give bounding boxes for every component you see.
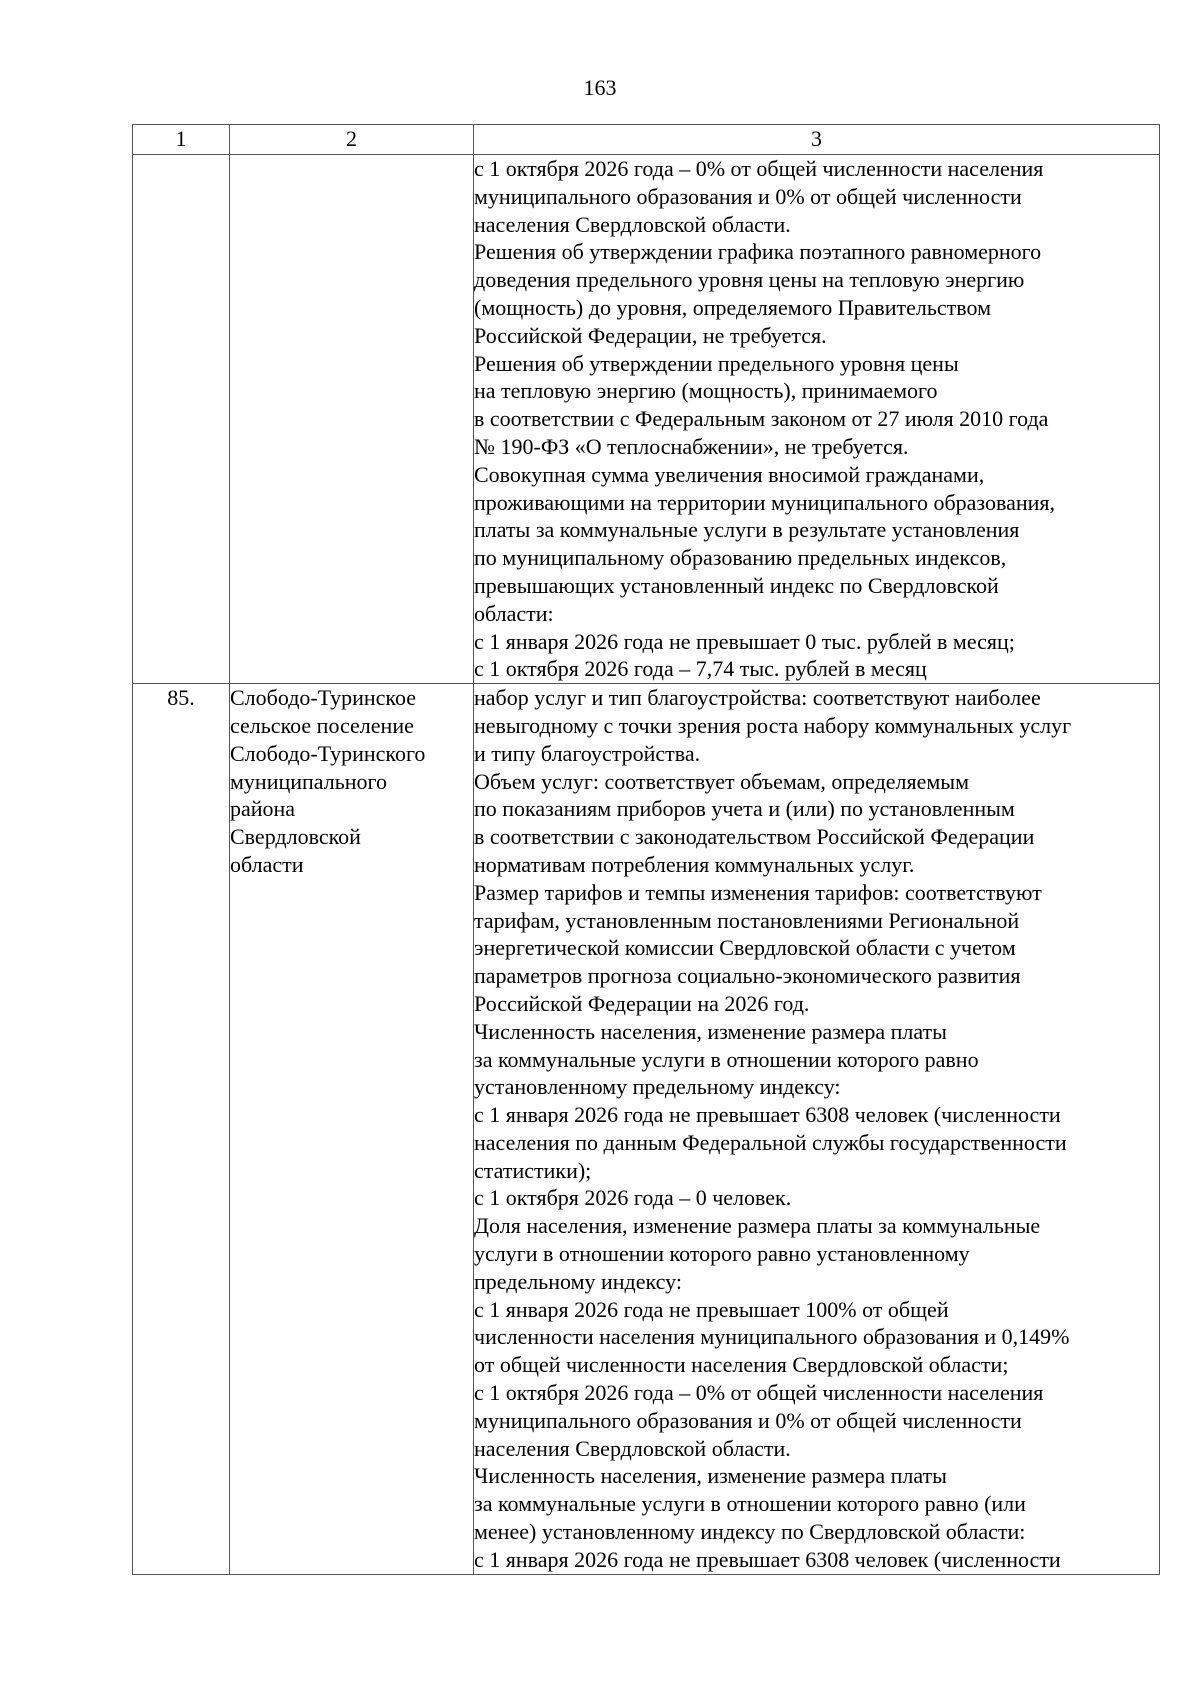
- content-line: энергетической комиссии Свердловской области с учетом: [474, 935, 1016, 961]
- content-line: набор услуг и тип благоустройства: соответствуют наиболее: [474, 685, 1041, 711]
- content-line: нормативам потребления коммунальных услуг.: [474, 851, 915, 877]
- page-number: 163: [583, 75, 617, 100]
- content-line: Размер тарифов и темпы изменения тарифов: соответствуют: [474, 879, 1042, 905]
- content-line: по показаниям приборов учета и (или) по установленным: [474, 796, 1015, 822]
- content-line: по муниципальному образованию предельных индексов,: [474, 545, 1007, 571]
- municipality-name: [230, 155, 474, 684]
- municipality-name-line: муниципального: [230, 768, 388, 794]
- content-line: Объем услуг: соответствует объемам, определяемым: [474, 768, 970, 794]
- content-line: в соответствии с Федеральным законом от 27 июля 2010 года: [474, 406, 1049, 432]
- content-line: № 190-ФЗ «О теплоснабжении», не требуется.: [474, 433, 909, 459]
- content-line: и типу благоустройства.: [474, 740, 701, 766]
- content-line: от общей численности населения Свердловской области;: [474, 1352, 1009, 1378]
- content-line: с 1 октября 2026 года – 0% от общей численности населения: [474, 156, 1044, 181]
- municipality-name-line: Свердловской: [230, 824, 361, 850]
- content-line: статистики);: [474, 1157, 592, 1183]
- content-line: услуги в отношении которого равно установленному: [474, 1241, 970, 1267]
- table-row: [133, 684, 1160, 1575]
- table-row: [133, 155, 1160, 684]
- content-line: с 1 января 2026 года не превышает 6308 человек (численности: [474, 1546, 1061, 1572]
- content-line: Решения об утверждении графика поэтапного равномерного: [474, 239, 1042, 265]
- content-line: невыгодному с точки зрения роста набору коммунальных услуг: [474, 712, 1072, 738]
- content-line: Совокупная сумма увеличения вносимой гражданами,: [474, 461, 985, 487]
- column-header-2: 2: [230, 125, 474, 155]
- municipality-name-line: Слободо-Туринского: [230, 740, 426, 766]
- column-header-1: 1: [133, 125, 230, 155]
- content-line: на тепловую энергию (мощность), принимаемого: [474, 378, 938, 404]
- content-line: в соответствии с законодательством Российской Федерации: [474, 824, 1035, 850]
- municipality-name: [230, 684, 474, 1575]
- content-line: Численность населения, изменение размера платы: [474, 1463, 947, 1489]
- content-line: с 1 января 2026 года не превышает 6308 человек (численности: [474, 1102, 1061, 1128]
- content-line: Решения об утверждении предельного уровня цены: [474, 350, 959, 376]
- content-line: с 1 января 2026 года не превышает 0 тыс. рублей в месяц;: [474, 628, 1015, 654]
- table-header-row: [133, 125, 1160, 155]
- content-line: превышающих установленный индекс по Свердловской: [474, 572, 999, 598]
- content-line: с 1 января 2026 года не превышает 100% от общей: [474, 1296, 949, 1322]
- row-number: [133, 155, 230, 684]
- content-line: за коммунальные услуги в отношении которого равно: [474, 1046, 979, 1072]
- content-line: платы за коммунальные услуги в результате установления: [474, 517, 1020, 543]
- content-line: Российской Федерации на 2026 год.: [474, 990, 810, 1016]
- content-line: установленному предельному индексу:: [474, 1074, 841, 1100]
- content-line: предельному индексу:: [474, 1268, 682, 1294]
- content-line: проживающими на территории муниципального образования,: [474, 489, 1056, 515]
- content-line: доведения предельного уровня цены на тепловую энергию: [474, 267, 1025, 293]
- row-content: [474, 155, 1160, 684]
- municipality-name-line: района: [230, 796, 296, 822]
- content-line: муниципального образования и 0% от общей численности: [474, 1407, 1022, 1433]
- row-content: [474, 684, 1160, 1575]
- content-line: численности населения муниципального образования и 0,149%: [474, 1324, 1070, 1350]
- content-line: Российской Федерации, не требуется.: [474, 322, 827, 348]
- content-line: с 1 октября 2026 года – 7,74 тыс. рублей в месяц: [474, 656, 927, 682]
- content-line: Численность населения, изменение размера платы: [474, 1018, 947, 1044]
- content-line: населения по данным Федеральной службы государственности: [474, 1129, 1067, 1155]
- document-table: [132, 124, 1160, 1575]
- municipality-name-line: сельское поселение: [230, 712, 414, 738]
- content-line: параметров прогноза социально-экономического развития: [474, 963, 1021, 989]
- content-line: с 1 октября 2026 года – 0 человек.: [474, 1185, 792, 1211]
- content-line: Доля населения, изменение размера платы за коммунальные: [474, 1213, 1041, 1239]
- content-line: муниципального образования и 0% от общей численности: [474, 183, 1022, 209]
- municipality-name-line: области: [230, 851, 304, 877]
- content-line: (мощность) до уровня, определяемого Правительством: [474, 294, 992, 320]
- content-line: менее) установленному индексу по Свердловской области:: [474, 1519, 1026, 1545]
- content-line: за коммунальные услуги в отношении которого равно (или: [474, 1491, 1026, 1517]
- municipality-name-line: Слободо-Туринское: [230, 685, 416, 711]
- content-line: с 1 октября 2026 года – 0% от общей численности населения: [474, 1380, 1044, 1406]
- content-line: тарифам, установленным постановлениями Региональной: [474, 907, 1020, 933]
- column-header-3: 3: [474, 125, 1160, 155]
- content-line: области:: [474, 600, 554, 626]
- content-line: населения Свердловской области.: [474, 211, 791, 237]
- row-number: 85.: [133, 684, 230, 1575]
- content-line: населения Свердловской области.: [474, 1435, 791, 1461]
